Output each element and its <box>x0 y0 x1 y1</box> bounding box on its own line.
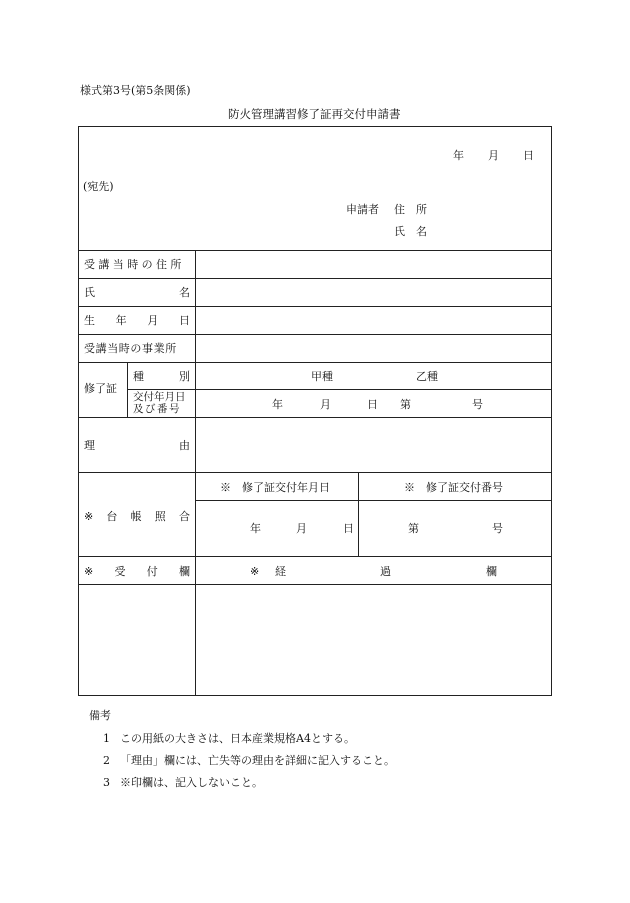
issue-date-label-line1: 交付年月日 <box>133 391 186 403</box>
issue-date-label-line2: 及び番号 <box>133 403 181 415</box>
date-day-label: 日 <box>523 149 534 162</box>
note-1-number: 1 <box>103 732 110 745</box>
reason-label: 理 由 <box>84 439 190 452</box>
page-title: 防火管理講習修了証再交付申請書 <box>228 107 401 121</box>
birth-date-label: 生 年 月 日 <box>84 314 190 327</box>
note-3-text: ※印欄は、記入しないこと。 <box>120 776 263 789</box>
name-label: 氏 名 <box>84 286 190 299</box>
progress-label-3: 欄 <box>486 565 497 578</box>
issue-year-label: 年 <box>272 398 283 411</box>
applicant-label: 申請者 <box>346 203 379 216</box>
workplace-at-course-label: 受講当時の事業所 <box>84 342 177 355</box>
type-b-option: 乙種 <box>416 370 438 383</box>
progress-mark: ※ <box>250 565 260 578</box>
type-a-option: 甲種 <box>311 370 333 383</box>
note-1-text: この用紙の大きさは、日本産業規格A4とする。 <box>120 732 355 745</box>
ledger-year-label: 年 <box>250 522 261 535</box>
type-label: 種 別 <box>133 370 190 383</box>
issue-day-label: 日 <box>367 398 378 411</box>
note-3-number: 3 <box>103 776 110 789</box>
note-2-text: 「理由」欄には、亡失等の理由を詳細に記入すること。 <box>120 754 395 767</box>
addressee-label: (宛先) <box>83 180 114 193</box>
issue-number-suffix: 号 <box>472 398 483 411</box>
form-number: 様式第3号(第5条関係) <box>80 84 191 97</box>
ledger-issue-number-header: ※ 修了証交付番号 <box>404 481 503 494</box>
address-at-course-label: 受講当時の住所 <box>84 258 185 271</box>
ledger-month-label: 月 <box>296 522 307 535</box>
ledger-number-prefix: 第 <box>408 522 419 535</box>
certificate-label: 修了証 <box>84 382 117 395</box>
applicant-name-label: 氏 名 <box>394 225 427 238</box>
note-2-number: 2 <box>103 754 110 767</box>
progress-label-2: 過 <box>380 565 391 578</box>
issue-number-prefix: 第 <box>400 398 411 411</box>
notes-heading: 備考 <box>89 709 111 722</box>
date-year-label: 年 <box>453 149 464 162</box>
reception-label: ※ 受 付 欄 <box>84 565 190 578</box>
date-month-label: 月 <box>488 149 499 162</box>
ledger-day-label: 日 <box>343 522 354 535</box>
applicant-address-label: 住 所 <box>394 203 427 216</box>
ledger-number-suffix: 号 <box>492 522 503 535</box>
issue-month-label: 月 <box>320 398 331 411</box>
ledger-check-label: ※ 台 帳 照 合 <box>84 510 190 523</box>
progress-label-1: 経 <box>275 565 286 578</box>
ledger-issue-date-header: ※ 修了証交付年月日 <box>220 481 330 494</box>
